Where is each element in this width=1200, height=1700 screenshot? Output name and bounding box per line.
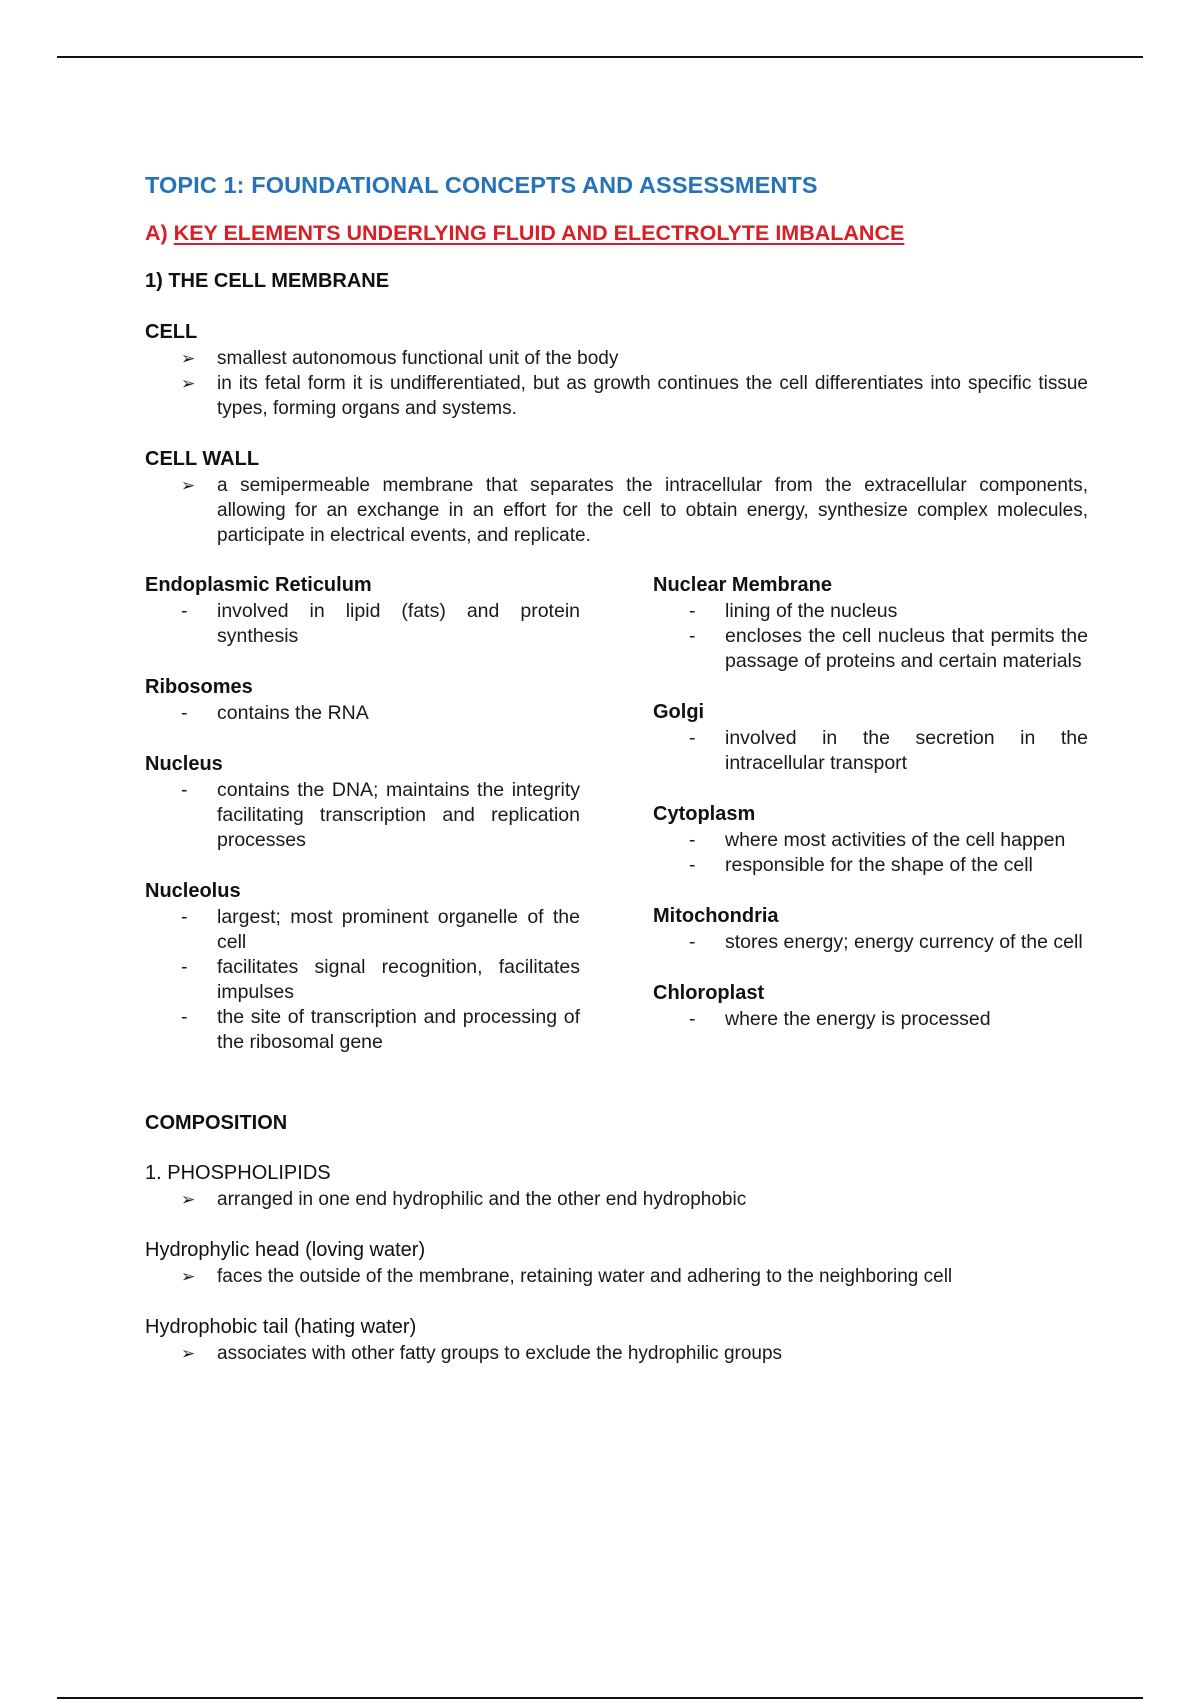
organelle-block bbox=[653, 574, 1088, 674]
arrow-bullet-icon: ➢ bbox=[181, 1344, 196, 1363]
organelle-block bbox=[145, 753, 580, 853]
organelle-heading: Endoplasmic Reticulum bbox=[145, 574, 372, 596]
organelle-heading: Mitochondria bbox=[653, 905, 779, 927]
dash-item: - involved in lipid (fats) and protein synthesis bbox=[181, 600, 580, 647]
phospholipids-heading: 1. PHOSPHOLIPIDS bbox=[145, 1162, 331, 1184]
dash-item: - where most activities of the cell happen bbox=[689, 829, 1066, 851]
cell-wall-block bbox=[145, 448, 1088, 548]
organelle-block bbox=[653, 803, 1088, 878]
section-title bbox=[145, 221, 1088, 246]
organelle-block bbox=[145, 574, 580, 649]
organelle-heading: Golgi bbox=[653, 701, 705, 723]
section-prefix: A) bbox=[145, 221, 174, 245]
arrow-bullet-icon: ➢ bbox=[181, 476, 196, 495]
organelle-heading: Nuclear Membrane bbox=[653, 574, 832, 596]
dash-bullet-icon: - bbox=[689, 1008, 696, 1030]
dash-item: - the site of transcription and processing of the ribosomal gene bbox=[181, 1006, 580, 1053]
dash-item: - encloses the cell nucleus that permits the passage of proteins and certain materials bbox=[689, 625, 1088, 672]
organelle-heading: Cytoplasm bbox=[653, 803, 756, 825]
bullet-item: ➢ a semipermeable membrane that separates the intracellular from the extracellular components, allowing for an exchange in an effort for the cell to obtain energy, synthesize complex molecules, participate in electrical events, and replicate. bbox=[181, 475, 1088, 546]
bullet-item: ➢ smallest autonomous functional unit of the body bbox=[181, 348, 619, 369]
document-body bbox=[145, 172, 1088, 1393]
dash-bullet-icon: - bbox=[181, 600, 188, 622]
dash-bullet-icon: - bbox=[181, 779, 188, 801]
hydrophobic-tail-heading: Hydrophobic tail (hating water) bbox=[145, 1316, 417, 1338]
right-column bbox=[653, 574, 1088, 1082]
hydrophobic-tail-block bbox=[145, 1316, 1088, 1366]
organelles-columns bbox=[145, 574, 1088, 1082]
bullet-item: ➢ associates with other fatty groups to exclude the hydrophilic groups bbox=[181, 1343, 783, 1364]
dash-item: - where the energy is processed bbox=[689, 1008, 991, 1030]
dash-bullet-icon: - bbox=[689, 727, 696, 749]
hydrophilic-head-heading: Hydrophylic head (loving water) bbox=[145, 1239, 426, 1261]
arrow-bullet-icon: ➢ bbox=[181, 1267, 196, 1286]
cell-heading: CELL bbox=[145, 321, 198, 343]
hydrophilic-head-block bbox=[145, 1239, 1088, 1289]
dash-bullet-icon: - bbox=[181, 956, 188, 978]
phospholipids-block bbox=[145, 1162, 1088, 1212]
organelle-block bbox=[653, 905, 1088, 955]
organelle-block bbox=[653, 701, 1088, 776]
dash-item: - stores energy; energy currency of the cell bbox=[689, 931, 1083, 953]
dash-bullet-icon: - bbox=[181, 702, 188, 724]
dash-item: - lining of the nucleus bbox=[689, 600, 898, 622]
organelle-block bbox=[145, 676, 580, 726]
section-title-text: KEY ELEMENTS UNDERLYING FLUID AND ELECTROLYTE IMBALANCE bbox=[173, 221, 905, 245]
composition-section bbox=[145, 1112, 1088, 1366]
organelle-heading: Nucleolus bbox=[145, 880, 241, 902]
dash-item: - facilitates signal recognition, facilitates impulses bbox=[181, 956, 580, 1003]
organelle-block bbox=[145, 880, 580, 1055]
organelle-block bbox=[653, 982, 1088, 1032]
dash-item: - contains the DNA; maintains the integrity facilitating transcription and replication processes bbox=[181, 779, 580, 851]
bullet-item: ➢ in its fetal form it is undifferentiated, but as growth continues the cell differentiates into specific tissue types, forming organs and systems. bbox=[181, 373, 1088, 419]
dash-bullet-icon: - bbox=[689, 600, 696, 622]
topic-title: TOPIC 1: FOUNDATIONAL CONCEPTS AND ASSESSMENTS bbox=[145, 172, 818, 198]
arrow-bullet-icon: ➢ bbox=[181, 349, 196, 368]
dash-bullet-icon: - bbox=[689, 931, 696, 953]
cell-block bbox=[145, 321, 1088, 421]
cell-wall-heading: CELL WALL bbox=[145, 448, 260, 470]
dash-bullet-icon: - bbox=[689, 854, 696, 876]
organelle-heading: Nucleus bbox=[145, 753, 223, 775]
arrow-bullet-icon: ➢ bbox=[181, 374, 196, 393]
organelle-heading: Chloroplast bbox=[653, 982, 765, 1004]
bullet-item: ➢ faces the outside of the membrane, retaining water and adhering to the neighboring cell bbox=[181, 1266, 953, 1287]
organelle-heading: Ribosomes bbox=[145, 676, 253, 698]
bullet-item: ➢ arranged in one end hydrophilic and the other end hydrophobic bbox=[181, 1189, 747, 1210]
subsection-title: 1) THE CELL MEMBRANE bbox=[145, 270, 390, 292]
dash-item: - largest; most prominent organelle of the cell bbox=[181, 906, 580, 953]
dash-bullet-icon: - bbox=[181, 1006, 188, 1028]
left-column bbox=[145, 574, 580, 1082]
dash-item: - involved in the secretion in the intracellular transport bbox=[689, 727, 1088, 774]
dash-bullet-icon: - bbox=[689, 625, 696, 647]
dash-bullet-icon: - bbox=[181, 906, 188, 928]
arrow-bullet-icon: ➢ bbox=[181, 1190, 196, 1209]
dash-bullet-icon: - bbox=[689, 829, 696, 851]
dash-item: - responsible for the shape of the cell bbox=[689, 854, 1033, 876]
bottom-rule bbox=[57, 1697, 1143, 1699]
composition-heading: COMPOSITION bbox=[145, 1112, 288, 1134]
top-rule bbox=[57, 56, 1143, 58]
dash-item: - contains the RNA bbox=[181, 702, 369, 724]
